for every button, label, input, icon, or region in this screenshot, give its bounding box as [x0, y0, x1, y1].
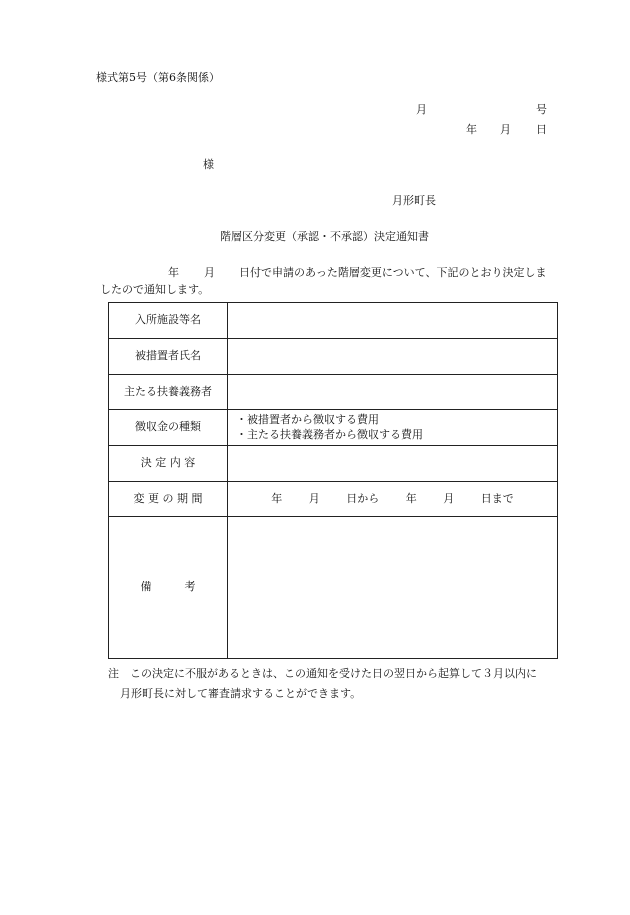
period-to-year: 年 [405, 491, 417, 505]
remarks-value [228, 517, 558, 659]
period-to-day: 日まで [480, 491, 514, 505]
period-from-month: 月 [308, 491, 320, 505]
appeal-note-line2: 月形町長に対して審査請求することができます。 [120, 687, 362, 700]
notification-table [108, 302, 558, 659]
table-row [109, 517, 558, 659]
document-title: 階層区分変更（承認・不承認）決定通知書 [220, 230, 429, 243]
table-row [109, 446, 558, 482]
fee-label: 徴収金の種類 [109, 410, 228, 446]
fee-option-person: ・被措置者から徴収する費用 [236, 413, 379, 427]
period-to-month: 月 [443, 491, 455, 505]
intro-year: 年 [168, 266, 179, 279]
table-row [109, 482, 558, 517]
intro-month: 月 [204, 266, 215, 279]
supporter-value [228, 375, 558, 410]
date-year-label: 年 [466, 123, 477, 136]
table-row [109, 375, 558, 410]
period-label: 変 更 の 期 間 [109, 482, 228, 517]
appeal-note [108, 664, 568, 704]
intro-line1-text: 日付で申請のあった階層変更について、下記のとおり決定しま [239, 266, 547, 279]
intro-line2-text: したので通知します。 [100, 283, 210, 296]
document-month-label: 月 [416, 103, 427, 116]
fee-options [228, 410, 558, 446]
decision-value [228, 446, 558, 482]
period-from-year: 年 [271, 491, 283, 505]
facility-label: 入所施設等名 [109, 303, 228, 339]
table-row [109, 303, 558, 339]
facility-value [228, 303, 558, 339]
supporter-label: 主たる扶養義務者 [109, 375, 228, 410]
remarks-label: 備 考 [109, 517, 228, 659]
addressee-suffix: 様 [203, 158, 214, 171]
table-row [109, 339, 558, 375]
fee-option-supporter: ・主たる扶養義務者から徴収する費用 [236, 427, 423, 441]
document-number-label: 号 [536, 103, 547, 116]
period-from-day: 日から [346, 491, 380, 505]
date-day-label: 日 [536, 123, 547, 136]
period-value [228, 482, 558, 517]
decision-label: 決 定 内 容 [109, 446, 228, 482]
form-number: 様式第5号（第6条関係） [96, 71, 220, 84]
person-value [228, 339, 558, 375]
table-row [109, 410, 558, 446]
issuer-name: 月形町長 [392, 194, 436, 207]
person-label: 被措置者氏名 [109, 339, 228, 375]
appeal-note-line1: 注 この決定に不服があるときは、この通知を受けた日の翌日から起算して３月以内に [108, 667, 537, 680]
date-month-label: 月 [500, 123, 511, 136]
